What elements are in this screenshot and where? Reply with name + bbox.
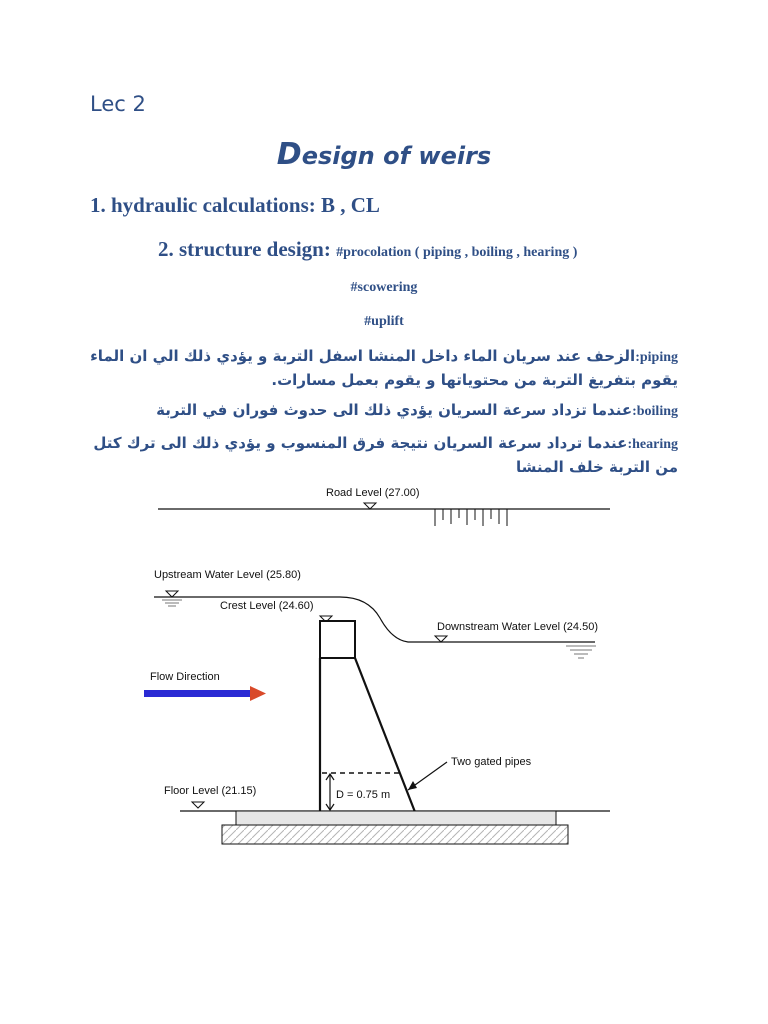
hearing-text: عندما ترداد سرعة السريان نتيجة فرق المنسوب و يؤدي ذلك الى ترك كتل من التربة خلف المنشا — [93, 434, 678, 476]
road-level-label: Road Level (27.00) — [326, 487, 420, 499]
weir-crest-block — [320, 621, 355, 658]
downstream-level-label: Downstream Water Level (24.50) — [437, 621, 598, 633]
boiling-label: boiling: — [632, 404, 678, 419]
floor-slab — [236, 811, 556, 825]
upstream-marker-icon — [166, 591, 178, 597]
weir-diagram — [140, 478, 620, 850]
boiling-paragraph — [78, 399, 678, 423]
floor-marker-icon — [192, 802, 204, 808]
downstream-marker-icon — [435, 636, 447, 642]
flow-direction-label: Flow Direction — [150, 671, 220, 683]
piping-paragraph — [78, 345, 678, 391]
boiling-text: عندما تزداد سرعة السريان يؤدي ذلك الى حدوث فوران في التربة — [156, 401, 633, 419]
structure-design-heading — [158, 237, 577, 262]
piping-label: piping: — [635, 350, 678, 365]
downstream-water-ripples — [566, 646, 596, 658]
road-level-marker-icon — [364, 503, 376, 509]
floor-level-label: Floor Level (21.15) — [164, 785, 257, 797]
uplift-item: #uplift — [364, 314, 404, 329]
page-title — [0, 137, 768, 172]
foundation-block — [222, 825, 568, 844]
hearing-paragraph — [78, 432, 678, 478]
title-first-letter: D — [276, 137, 302, 172]
crest-level-label: Crest Level (24.60) — [220, 600, 314, 612]
lecture-number: Lec 2 — [90, 92, 146, 116]
structure-design-label: 2. structure design: — [158, 237, 337, 261]
upstream-water-ripples — [162, 600, 182, 606]
leader-arrow-icon — [408, 781, 417, 790]
road-hatch-ticks — [435, 509, 507, 526]
scowering-item: #scowering — [350, 280, 418, 295]
pipe-diameter-label: D = 0.75 m — [336, 789, 391, 801]
piping-text: الزحف عند سريان الماء داخل المنشا اسفل التربة و يؤدي ذلك الي ان الماء يقوم بتفريغ التربة من محتوياتها و يقوم بعمل مسارات. — [90, 347, 678, 389]
hearing-label: hearing: — [627, 437, 678, 452]
procolation-list: #procolation ( piping , boiling , hearing ) — [336, 245, 578, 260]
title-rest: esign of weirs — [301, 142, 492, 170]
hydraulic-calculations-heading: 1. hydraulic calculations: B , CL — [90, 193, 380, 217]
flow-arrow-icon — [144, 686, 266, 701]
gated-pipes-label: Two gated pipes — [451, 756, 532, 768]
upstream-level-label: Upstream Water Level (25.80) — [154, 569, 301, 581]
